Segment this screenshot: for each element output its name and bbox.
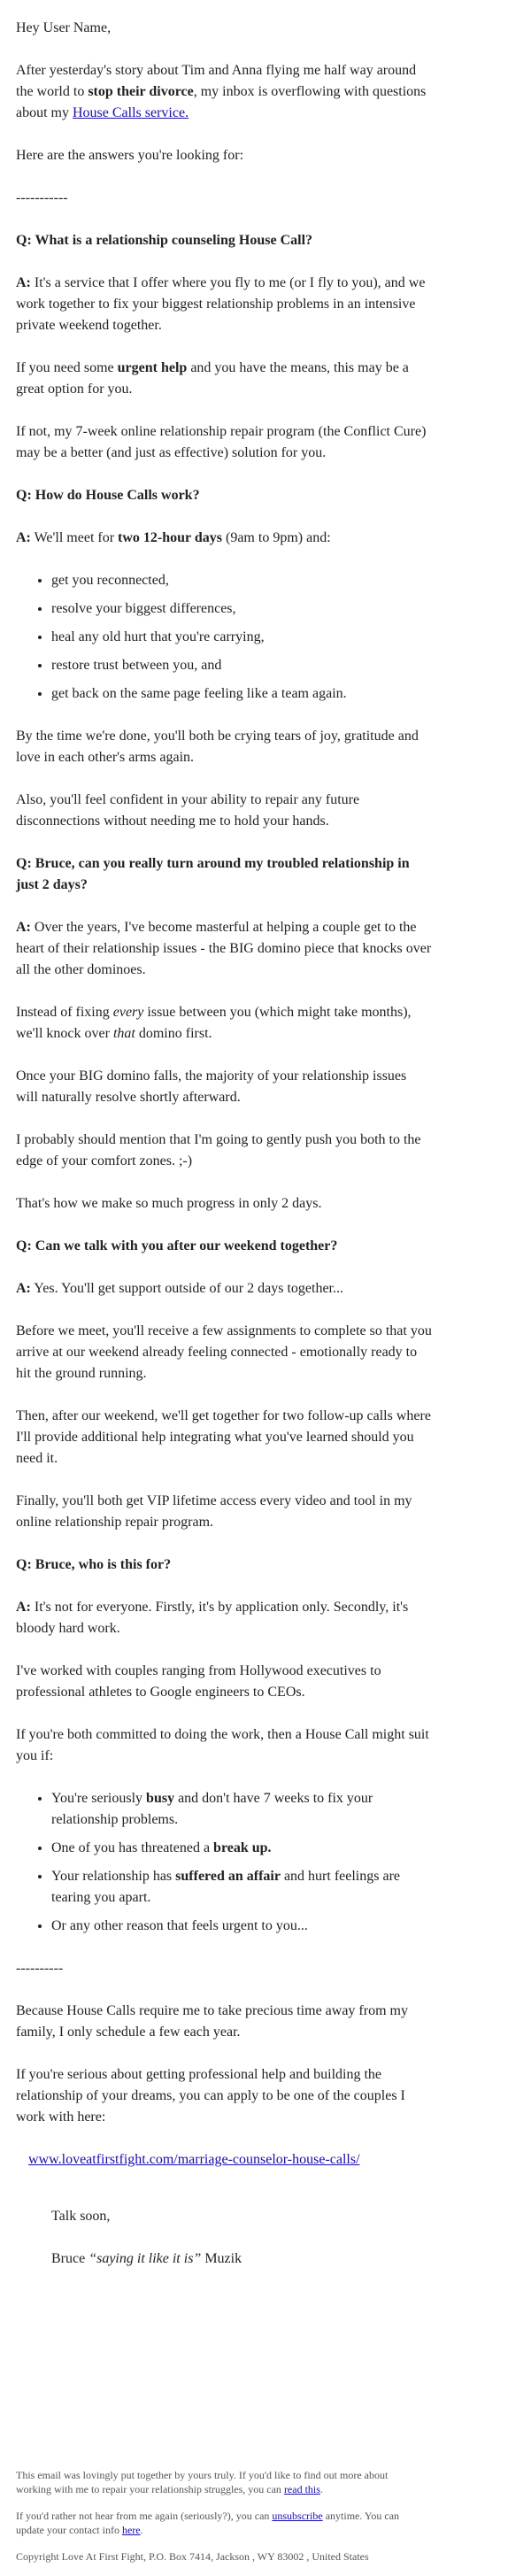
question-5: Q: Bruce, who is this for? (16, 1557, 172, 1572)
divider-2: ---------- (16, 1961, 64, 1976)
text-span: Over the years, I've become masterful at helping a couple get to the heart of their relationship issues - the BIG domino piece that knocks over all the other dominoes. (16, 920, 432, 977)
answer-4-paragraph-2: Before we meet, you'll receive a few assignments to complete so that you arrive at our weekend already feeling connected - emotionally ready to hit the ground running. (16, 1323, 432, 1381)
text-span: It's not for everyone. Firstly, it's by application only. Secondly, it's bloody hard work. (16, 1600, 409, 1636)
text-span: If you'd rather not hear from me again (seriously?), you can (16, 2510, 273, 2522)
signoff: Talk soon, (51, 2209, 111, 2224)
footer-paragraph-2 (16, 2509, 405, 2537)
copyright: Copyright Love At First Fight, P.O. Box 7414, Jackson , WY 83002 , United States (16, 2550, 369, 2563)
text-span: anytime. You can update your contact info (16, 2510, 400, 2536)
footer (16, 2468, 504, 2564)
italic-span: that (112, 1026, 135, 1041)
answer-label: A: (16, 1281, 31, 1296)
answer-3-paragraph-4: I probably should mention that I'm going to gently push you both to the edge of your comfort zones. ;-) (16, 1132, 421, 1168)
list-item: • get back on the same page feeling like a team again. (51, 683, 441, 705)
text-span: If you need some (16, 360, 118, 375)
answer-5-paragraph-3: If you're both committed to doing the work, then a House Call might suit you if: (16, 1727, 429, 1763)
answer-3-paragraph-2 (16, 1002, 432, 1045)
answer-3-paragraph-5: That's how we make so much progress in only 2 days. (16, 1196, 322, 1211)
answer-5 (16, 1597, 432, 1639)
list-item (51, 1916, 441, 1937)
update-contact-link[interactable]: here (121, 2524, 141, 2536)
answer-5-list (16, 1788, 441, 1937)
signature (51, 2248, 467, 2270)
text-span: Instead of fixing (16, 1005, 113, 1020)
text-span: We'll meet for (30, 530, 119, 545)
text-span: . (319, 2483, 323, 2495)
bold-span: suffered an affair (175, 1869, 281, 1884)
text-span: Yes. You'll get support outside of our 2 days together... (30, 1281, 343, 1296)
italic-span: every (112, 1005, 144, 1020)
bold-span: urgent help (117, 360, 188, 375)
answer-2 (16, 528, 432, 549)
apply-link-line (28, 2149, 444, 2171)
answer-5-paragraph-2: I've worked with couples ranging from Hollywood executives to professional athletes to Google engineers to CEOs. (16, 1663, 381, 1700)
intro-bold: stop their divorce (88, 84, 194, 99)
text-span: and don't have 7 weeks to fix your relationship problems. (51, 1791, 373, 1827)
text-span: This email was lovingly put together by yours truly. If you'd like to find out more about working with me to repair your relationship struggles, you can (16, 2469, 389, 2495)
answer-1-text: It's a service that I offer where you fly to me (or I fly to you), and we work together to fix your biggest relationship problems in an intensive private weekend together. (16, 275, 426, 333)
intro-paragraph (16, 60, 432, 124)
spacer (16, 2291, 504, 2468)
answer-2-paragraph-3: Also, you'll feel confident in your ability to repair any future disconnections without needing me to hold your hands. (16, 792, 360, 829)
answer-label: A: (16, 1600, 31, 1615)
answer-4 (16, 1278, 432, 1300)
answer-1 (16, 273, 432, 336)
bold-span: busy (146, 1791, 175, 1806)
answer-label: A: (16, 920, 31, 935)
answer-4-paragraph-3: Then, after our weekend, we'll get together for two follow-up calls where I'll provide additional help integrating what you've learned should you need it. (16, 1408, 431, 1466)
list-item: • get you reconnected, (51, 570, 441, 591)
text-span: and you have the means, this may be a great option for you. (16, 360, 409, 397)
intro-text-1: After yesterday's story about Tim and Anna flying me half way around the world to (16, 63, 417, 99)
answer-1-paragraph-2 (16, 358, 432, 400)
answer-3 (16, 917, 432, 981)
text-span: Your relationship has (51, 1869, 176, 1884)
list-item (51, 1788, 441, 1831)
answer-label: A: (16, 275, 31, 290)
intro-text-2: , my inbox is overflowing with questions about my (16, 84, 427, 120)
text-span: Or any other reason that feels urgent to you... (51, 1918, 308, 1933)
list-item: • heal any old hurt that you're carrying, (51, 627, 441, 648)
answer-label: A: (16, 530, 31, 545)
text-span: Muzik (201, 2251, 242, 2266)
question-1: Q: What is a relationship counseling House Call? (16, 233, 313, 248)
list-item: • restore trust between you, and (51, 655, 441, 676)
closing-paragraph-1: Because House Calls require me to take precious time away from my family, I only schedule a few each year. (16, 2003, 408, 2040)
text-span: and hurt feelings are tearing you apart. (51, 1869, 401, 1905)
list-item (51, 1866, 441, 1909)
text-span: Bruce (51, 2251, 89, 2266)
text-span: domino first. (135, 1026, 212, 1041)
closing-paragraph-2: If you're serious about getting professional help and building the relationship of your dreams, you can apply to be one of the couples I work with here: (16, 2067, 405, 2125)
answer-4-paragraph-4: Finally, you'll both get VIP lifetime access every video and tool in my online relationship repair program. (16, 1493, 412, 1530)
answers-intro: Here are the answers you're looking for: (16, 148, 244, 163)
greeting: Hey User Name, (16, 20, 112, 35)
text-span: issue between you (which might take months), we'll knock over (16, 1005, 412, 1041)
italic-span: “saying it like it is” (88, 2251, 202, 2266)
divider-1: ----------- (16, 190, 68, 205)
question-2: Q: How do House Calls work? (16, 488, 200, 503)
answer-1-paragraph-3: If not, my 7-week online relationship repair program (the Conflict Cure) may be a better (and just as effective) solution for you. (16, 424, 427, 460)
text-span: (9am to 9pm) and: (222, 530, 331, 545)
question-4: Q: Can we talk with you after our weekend together? (16, 1238, 338, 1253)
apply-link[interactable]: www.loveatfirstfight.com/marriage-counselor-house-calls/ (28, 2152, 360, 2167)
footer-paragraph-1 (16, 2468, 405, 2496)
list-item: • resolve your biggest differences, (51, 598, 441, 620)
house-calls-link[interactable]: House Calls service. (73, 105, 189, 120)
answer-3-paragraph-3: Once your BIG domino falls, the majority of your relationship issues will naturally resolve shortly afterward. (16, 1068, 407, 1105)
answer-2-paragraph-2: By the time we're done, you'll both be crying tears of joy, gratitude and love in each other's arms again. (16, 729, 419, 765)
text-span: . (140, 2524, 143, 2536)
question-3: Q: Bruce, can you really turn around my troubled relationship in just 2 days? (16, 856, 410, 892)
text-span: One of you has threatened a (51, 1840, 214, 1855)
list-item (51, 1838, 441, 1859)
bold-span: break up. (213, 1840, 272, 1855)
bold-span: two 12-hour days (118, 530, 222, 545)
unsubscribe-link[interactable]: unsubscribe (272, 2510, 323, 2522)
answer-2-list (16, 570, 441, 705)
text-span: You're seriously (51, 1791, 147, 1806)
read-this-link[interactable]: read this (283, 2483, 320, 2495)
